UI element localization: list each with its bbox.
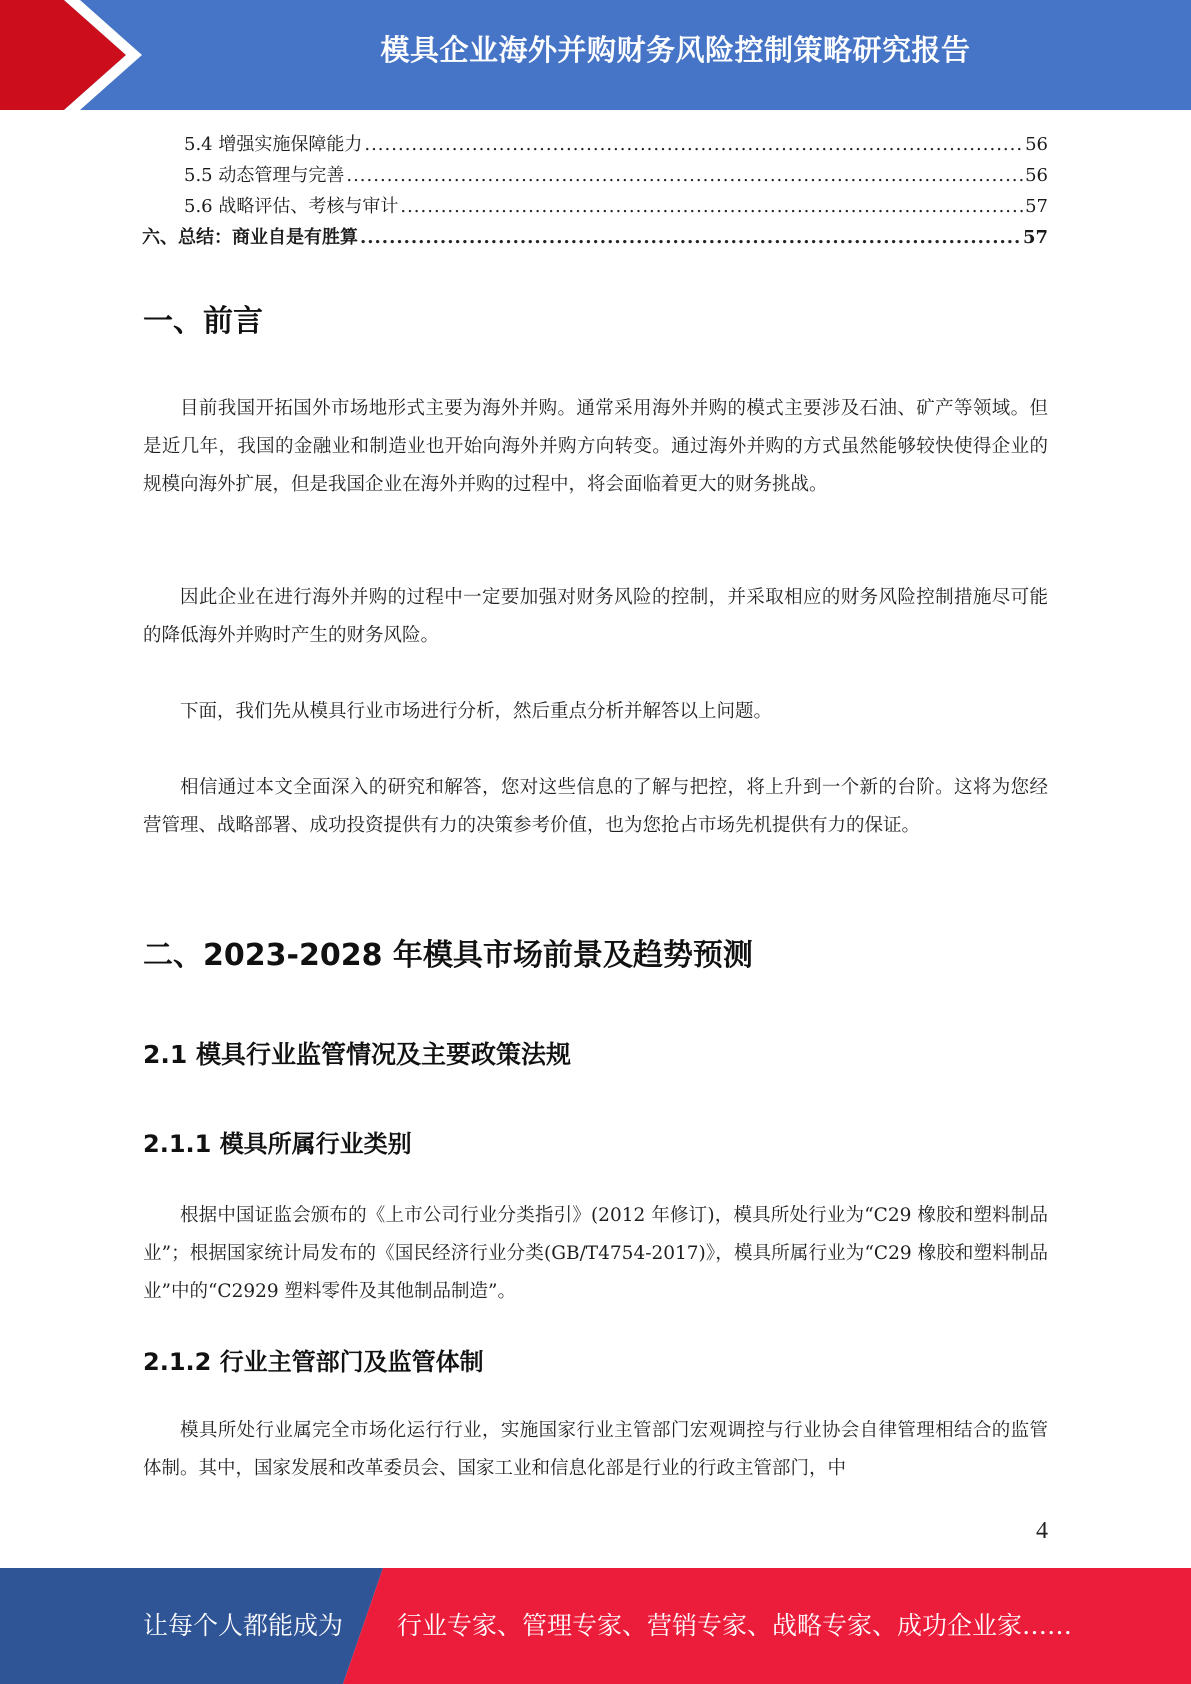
toc-entry-label: 5.5 动态管理与完善 xyxy=(184,165,345,186)
table-of-contents xyxy=(143,130,1048,254)
subsection-heading: 2.1 模具行业监管情况及主要政策法规 xyxy=(143,1040,571,1069)
body-paragraph: 因此企业在进行海外并购的过程中一定要加强对财务风险的控制，并采取相应的财务风险控制措施尽可能的降低海外并购时产生的财务风险。 xyxy=(143,587,1048,646)
toc-entry-label: 六、总结：商业自是有胜算 xyxy=(142,227,358,248)
footer-slogan-left: 让每个人都能成为 xyxy=(143,1611,344,1640)
toc-entry-page: 56 xyxy=(1025,134,1048,155)
toc-entry-page: 57 xyxy=(1022,227,1048,248)
page-header xyxy=(0,0,1191,110)
toc-entry-label: 5.6 战略评估、考核与审计 xyxy=(184,196,399,217)
toc-entry[interactable] xyxy=(143,130,1048,161)
header-chevron-decoration xyxy=(0,0,160,110)
toc-entry[interactable] xyxy=(143,161,1048,192)
toc-leader-dots xyxy=(360,227,1021,248)
subsubsection-heading: 2.1.2 行业主管部门及监管体制 xyxy=(143,1348,484,1376)
toc-leader-dots xyxy=(400,196,1023,217)
toc-entry-label: 5.4 增强实施保障能力 xyxy=(184,134,363,155)
body-paragraph: 根据中国证监会颁布的《上市公司行业分类指引》(2012 年修订)，模具所处行业为“C29 橡胶和塑料制品业”；根据国家统计局发布的《国民经济行业分类(GB/T4754-2017)》，模具所属行业为“C29 橡胶和塑料制品业”中的“C2929 塑料零件及其他制品制造”。 xyxy=(143,1205,1048,1302)
body-paragraph: 模具所处行业属完全市场化运行行业，实施国家行业主管部门宏观调控与行业协会自律管理相结合的监管体制。其中，国家发展和改革委员会、国家工业和信息化部是行业的行政主管部门，中 xyxy=(143,1420,1048,1479)
body-paragraph: 目前我国开拓国外市场地形式主要为海外并购。通常采用海外并购的模式主要涉及石油、矿产等领域。但是近几年，我国的金融业和制造业也开始向海外并购方向转变。通过海外并购的方式虽然能够较快使得企业的规模向海外扩展，但是我国企业在海外并购的过程中，将会面临着更大的财务挑战。 xyxy=(143,398,1048,495)
page-number: 4 xyxy=(1036,1518,1048,1544)
toc-entry-page: 57 xyxy=(1025,196,1048,217)
section-heading-market-outlook: 二、2023-2028 年模具市场前景及趋势预测 xyxy=(143,938,753,973)
toc-entry[interactable] xyxy=(143,192,1048,223)
body-paragraph: 下面，我们先从模具行业市场进行分析，然后重点分析并解答以上问题。 xyxy=(180,701,773,722)
body-paragraph: 相信通过本文全面深入的研究和解答，您对这些信息的了解与把控，将上升到一个新的台阶。这将为您经营管理、战略部署、成功投资提供有力的决策参考价值，也为您抢占市场先机提供有力的保证。 xyxy=(143,777,1048,836)
page-footer xyxy=(0,1568,1191,1684)
footer-slogan-right: 行业专家、管理专家、营销专家、战略专家、成功企业家…… xyxy=(397,1611,1073,1640)
subsubsection-heading: 2.1.1 模具所属行业类别 xyxy=(143,1130,412,1158)
document-title: 模具企业海外并购财务风险控制策略研究报告 xyxy=(380,33,971,67)
toc-leader-dots xyxy=(364,134,1023,155)
section-heading-preface: 一、前言 xyxy=(143,304,263,339)
toc-leader-dots xyxy=(346,165,1023,186)
toc-entry[interactable] xyxy=(143,223,1048,254)
toc-entry-page: 56 xyxy=(1025,165,1048,186)
